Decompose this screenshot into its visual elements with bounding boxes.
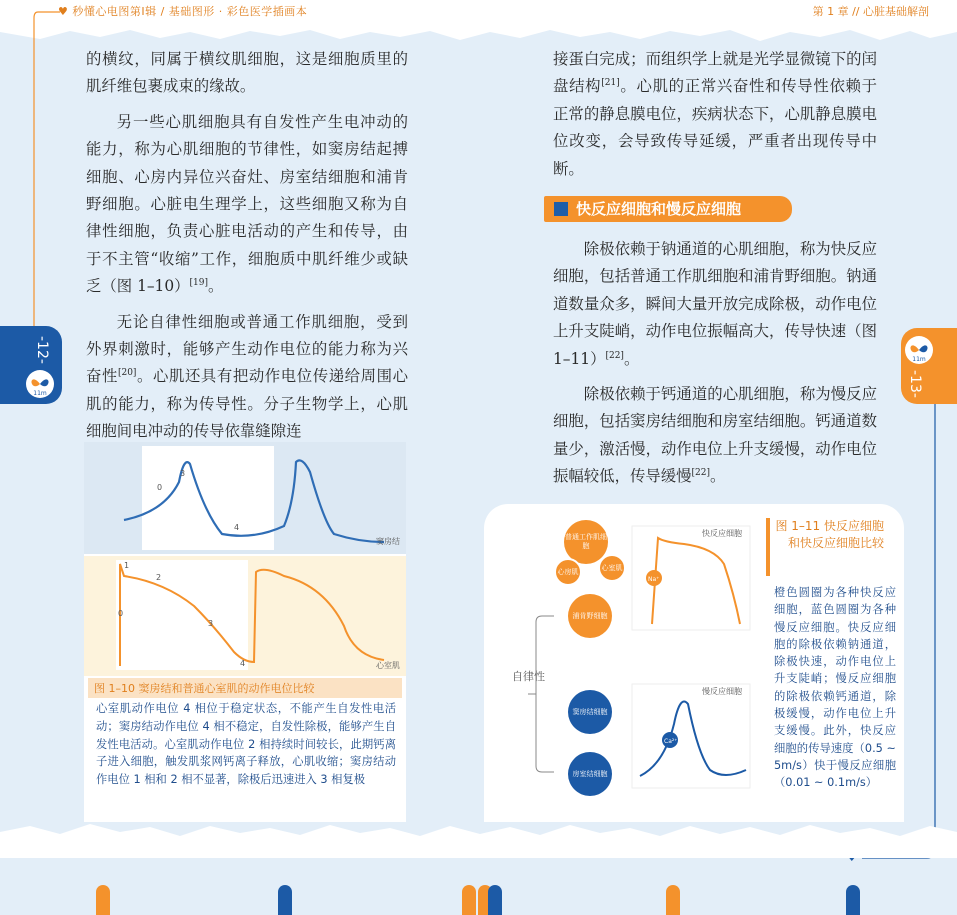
chart-label: 慢反应细胞 [702,687,742,696]
ribbon-decoration [278,885,292,915]
citation: [21] [601,78,620,89]
page-tab-right [901,328,957,404]
figure-caption-title: 图 1–11 快反应细胞和快反应细胞比较 [775,519,884,550]
slow-cell-circle: 窦房结细胞 [568,690,612,734]
sa-node-chart [84,442,406,554]
fast-cell-circle: 普通工作肌细胞 [564,520,608,564]
figure-caption-title: 图 1–10 窦房结和普通心室肌的动作电位比较 [88,678,402,698]
section-heading [544,196,792,222]
paragraph: 的横纹，同属于横纹肌细胞，这是细胞质里的肌纤维包裹成束的缘故。 [86,50,408,96]
torn-edge-bottom [0,818,957,858]
paragraph: 另一些心肌细胞具有自发性产生电冲动的能力，称为心肌细胞的节律性，如窦房结起搏细胞、心房内异位兴奋灶、房室结细胞和浦肯野细胞。心脏电生理学上，这些细胞又称为自律性细胞，负责心脏电活动的产生和传导，由于不主管“收缩”工作，细胞质中肌纤维少或缺乏（图 1–10）[19]。 [86,112,408,296]
figure-1-11 [484,504,904,822]
logo-text: 11m [912,356,926,363]
chart-label: 心室肌 [376,661,400,670]
slow-cell-circle: 房室结细胞 [568,752,612,796]
ribbon-decoration [462,885,476,915]
phase-label: 3 [180,469,186,478]
na-label: Na⁺ [648,576,660,583]
header-book-title: ♥ 秒懂心电图第Ⅰ辑 / 基础图形 · 彩色医学插画本 [58,5,308,18]
citation: [22] [691,468,711,479]
page-number-left: -12- [34,336,50,364]
page-number-right: -13- [907,370,923,398]
paragraph: 无论自律性细胞或普通工作肌细胞，受到外界刺激时，能够产生动作电位的能力称为兴奋性[20]。心肌还具有把动作电位传递给周围心肌的能力，称为传导性。分子生物学上，心肌细胞间电冲动的传导依靠缝隙连 [86,312,408,441]
fast-cell-circle: 心室肌 [598,554,626,582]
phase-label: 0 [157,483,163,492]
paragraph: 接蛋白完成；而组织学上就是光学显微镜下的闰盘结构[21]。心肌的正常兴奋性和传导性依赖于正常的静息膜电位，疾病状态下，心肌静息膜电位改变，会导致传导延缓，严重者出现传导中断。 [553,50,877,178]
citation: [20] [117,368,137,379]
fast-cell-circle: 浦肯野细胞 [568,594,612,638]
figure-1-10 [84,442,406,822]
ca-label: Ca²⁺ [664,738,678,745]
chart-label: 快反应细胞 [702,529,742,538]
phase-label: 4 [234,523,240,532]
ribbon-decoration [846,885,860,915]
chart-panel [116,560,248,670]
heart-icon: ♥ [58,5,73,18]
ribbon-decoration [488,885,502,915]
citation: [22] [605,350,624,361]
axis-label: 自律性 [512,670,545,683]
header-chapter-title: 第 1 章 // 心脏基础解剖 [812,5,929,18]
ribbon-decoration [666,885,680,915]
chart-label: 窦房结 [376,537,400,546]
figure-caption-text: 橙色圆圈为各种快反应细胞，蓝色圆圈为各种慢反应细胞。快反应细胞的除极依赖钠通道，除极快速，动作电位上升支陡峭；慢反应细胞的除极依赖钙通道，除极缓慢，动作电位上升支缓慢。此外，快反应细胞的传导速度（0.5 ~ 5m/s）快于慢反应细胞（0.01 ~ 0.1m/s） [774,586,896,790]
ventricular-chart [84,556,406,676]
phase-label: 4 [240,659,246,668]
figure-caption-text: 心室肌动作电位 4 相位于稳定状态，不能产生自发性电活动；窦房结动作电位 4 相不稳定，自发性除极，能够产生自发性电活动。心室肌动作电位 2 相持续时间较长，此期钙离子进入细胞，触发肌浆网钙离子释放，心肌收缩；窦房结动作电位 1 相和 2 相不显著，除极后迅速进入 3 相复极 [96,702,396,787]
right-column-text [553,46,877,183]
phase-label: 2 [156,573,162,582]
torn-edge-top [0,22,957,48]
fast-cell-circle: 心房肌 [554,558,582,586]
phase-label: 0 [118,609,124,618]
section-title: 快反应细胞和慢反应细胞 [576,200,742,218]
phase-label: 1 [124,561,130,570]
paragraph: 除极依赖于钠通道的心肌细胞，称为快反应细胞，包括普通工作肌细胞和浦肯野细胞。钠通道数量众多，瞬间大量开放完成除极，动作电位上升支陡峭，动作电位振幅高大，传导快速（图 1–11）[22]。 [553,240,877,368]
publisher-logo-icon [905,336,933,364]
page-tab-left [0,326,62,404]
publisher-logo-icon [26,370,54,398]
right-column-text-2 [553,236,877,491]
square-bullet-icon [554,202,568,216]
logo-text: 11m [33,390,47,397]
phase-label: 3 [208,619,214,628]
ribbon-decoration [96,885,110,915]
paragraph: 除极依赖于钙通道的心肌细胞，称为慢反应细胞，包括窦房结细胞和房室结细胞。钙通道数量少，激活慢，动作电位上升支缓慢，动作电位振幅较低，传导缓慢[22]。 [553,385,877,486]
slow-chart-panel [632,684,750,788]
left-column-text [86,46,408,446]
left-margin-line [30,8,90,338]
citation: [19] [189,278,209,289]
